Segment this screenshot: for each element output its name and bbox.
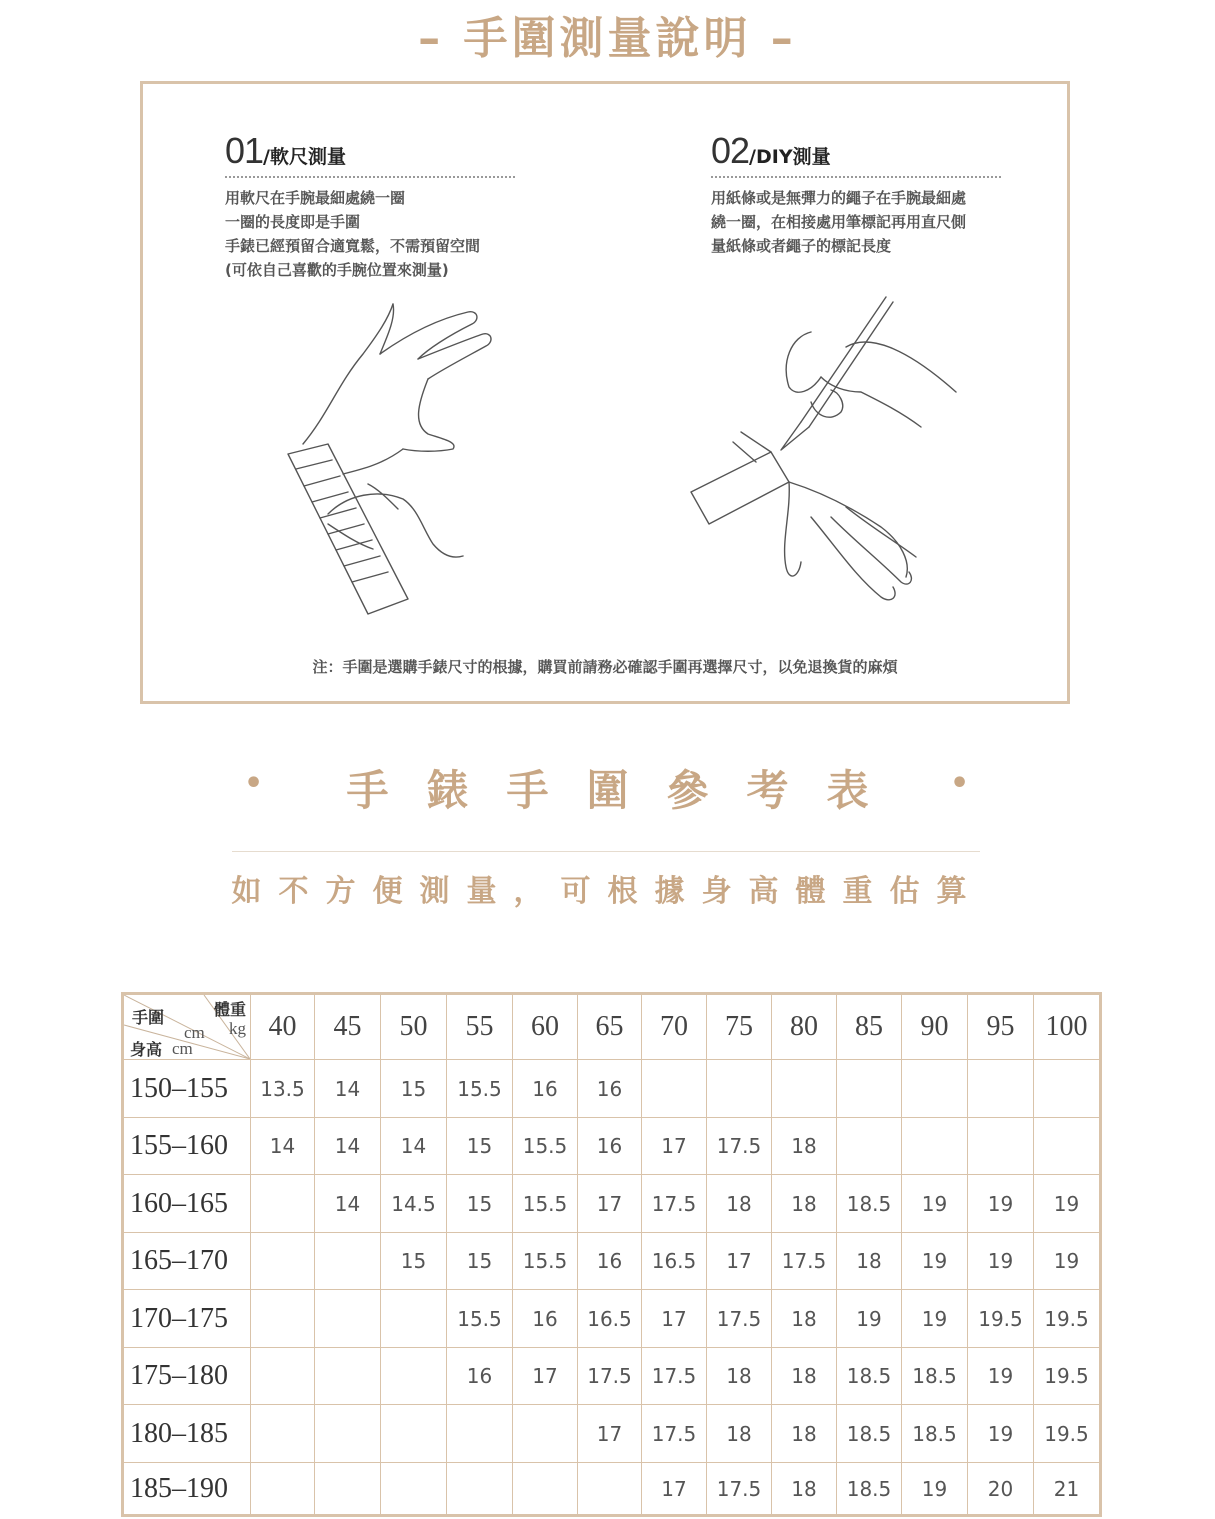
table-row: [123, 1118, 1101, 1175]
wrist-size-cell: 16: [578, 1233, 642, 1290]
wrist-size-cell: 17.5: [578, 1348, 642, 1405]
wrist-size-cell: 18.5: [837, 1175, 902, 1233]
wrist-size-cell: 16.5: [578, 1290, 642, 1348]
step-1-title: /軟尺測量: [263, 146, 346, 168]
wrist-size-cell: [251, 1290, 315, 1348]
weight-header: 75: [707, 994, 772, 1060]
step-1-line-1: 用軟尺在手腕最細處繞一圈: [225, 189, 406, 207]
wrist-size-cell: 15: [381, 1060, 447, 1118]
wrist-size-cell: 19.5: [1034, 1290, 1101, 1348]
measurement-guide-panel: [140, 81, 1070, 704]
wrist-size-cell: 19: [1034, 1233, 1101, 1290]
wrist-size-cell: [251, 1348, 315, 1405]
height-range-cell: 150–155: [123, 1060, 251, 1118]
soft-ruler-hand-illustration: [268, 294, 508, 624]
weight-header: 90: [902, 994, 968, 1060]
wrist-size-cell: 20: [968, 1463, 1034, 1516]
wrist-size-cell: 18: [772, 1405, 837, 1463]
height-range-cell: 175–180: [123, 1348, 251, 1405]
wrist-size-cell: [837, 1118, 902, 1175]
wrist-size-table: [121, 992, 1102, 1517]
wrist-size-cell: 19: [1034, 1175, 1101, 1233]
wrist-size-cell: [381, 1405, 447, 1463]
step-2-diy: [711, 130, 1001, 258]
wrist-size-cell: 19: [902, 1290, 968, 1348]
step-1-divider: [225, 176, 515, 178]
weight-header: 80: [772, 994, 837, 1060]
wrist-size-cell: [513, 1463, 578, 1516]
weight-header: 50: [381, 994, 447, 1060]
table-row: [123, 1290, 1101, 1348]
wrist-size-cell: 19: [902, 1463, 968, 1516]
wrist-size-cell: 19: [902, 1175, 968, 1233]
diy-paper-strip-illustration: [671, 292, 971, 622]
wrist-size-cell: 18: [837, 1233, 902, 1290]
wrist-size-cell: 19: [902, 1233, 968, 1290]
wrist-size-cell: 18: [772, 1175, 837, 1233]
wrist-size-cell: 14: [251, 1118, 315, 1175]
weight-header: 95: [968, 994, 1034, 1060]
wrist-size-cell: [315, 1348, 381, 1405]
step-2-line-3: 量紙條或者繩子的標記長度: [711, 237, 892, 255]
table-row: [123, 1233, 1101, 1290]
wrist-size-cell: 15: [447, 1118, 513, 1175]
step-2-line-1: 用紙條或是無彈力的繩子在手腕最細處: [711, 189, 967, 207]
height-range-cell: 155–160: [123, 1118, 251, 1175]
corner-height-cm-unit: cm: [172, 1039, 193, 1058]
wrist-size-cell: 19: [968, 1233, 1034, 1290]
wrist-size-cell: [902, 1060, 968, 1118]
height-range-cell: 170–175: [123, 1290, 251, 1348]
wrist-size-cell: 17.5: [707, 1290, 772, 1348]
wrist-size-cell: 19.5: [968, 1290, 1034, 1348]
wrist-size-cell: [513, 1405, 578, 1463]
wrist-size-cell: [1034, 1060, 1101, 1118]
weight-header: 40: [251, 994, 315, 1060]
wrist-size-cell: [1034, 1118, 1101, 1175]
step-1-number: 01: [225, 130, 264, 171]
step-1-soft-ruler: [225, 130, 515, 282]
step-2-title: /DIY測量: [749, 146, 831, 168]
wrist-size-cell: 18: [707, 1405, 772, 1463]
wrist-size-cell: 17: [642, 1118, 707, 1175]
weight-header: 85: [837, 994, 902, 1060]
height-range-cell: 180–185: [123, 1405, 251, 1463]
wrist-size-cell: 15: [447, 1233, 513, 1290]
wrist-size-cell: 15.5: [513, 1118, 578, 1175]
wrist-size-cell: 15.5: [513, 1175, 578, 1233]
wrist-size-cell: [447, 1405, 513, 1463]
wrist-size-cell: 18: [772, 1118, 837, 1175]
wrist-size-cell: [315, 1463, 381, 1516]
wrist-size-cell: 21: [1034, 1463, 1101, 1516]
weight-header: 55: [447, 994, 513, 1060]
wrist-size-cell: [642, 1060, 707, 1118]
weight-header: 45: [315, 994, 381, 1060]
wrist-size-cell: 17.5: [772, 1233, 837, 1290]
table-row: [123, 1463, 1101, 1516]
table-row: [123, 1060, 1101, 1118]
corner-kg-unit: kg: [229, 1019, 246, 1038]
wrist-size-cell: 16: [513, 1060, 578, 1118]
wrist-size-cell: 18.5: [837, 1405, 902, 1463]
wrist-size-cell: 17: [513, 1348, 578, 1405]
wrist-size-cell: 19: [968, 1405, 1034, 1463]
step-2-divider: [711, 176, 1001, 178]
wrist-size-cell: 17: [707, 1233, 772, 1290]
wrist-size-cell: 19: [837, 1290, 902, 1348]
wrist-size-cell: [251, 1405, 315, 1463]
corner-wrist-label: 手圍: [132, 1008, 165, 1027]
step-1-line-3: 手錶已經預留合適寬鬆，不需預留空間: [225, 237, 481, 255]
wrist-size-cell: 17: [578, 1405, 642, 1463]
wrist-size-cell: [315, 1233, 381, 1290]
wrist-size-cell: [968, 1118, 1034, 1175]
weight-header: 65: [578, 994, 642, 1060]
wrist-size-cell: 15.5: [513, 1233, 578, 1290]
wrist-size-cell: 19: [968, 1175, 1034, 1233]
wrist-size-cell: [902, 1118, 968, 1175]
corner-height-label: 身高: [130, 1040, 163, 1059]
wrist-size-cell: [381, 1348, 447, 1405]
wrist-size-cell: [968, 1060, 1034, 1118]
step-2-line-2: 繞一圈，在相接處用筆標記再用直尺側: [711, 213, 967, 231]
wrist-size-cell: 15.5: [447, 1290, 513, 1348]
wrist-size-cell: [772, 1060, 837, 1118]
wrist-size-cell: 17.5: [642, 1405, 707, 1463]
wrist-size-cell: 19.5: [1034, 1405, 1101, 1463]
wrist-size-cell: 16.5: [642, 1233, 707, 1290]
step-1-line-2: 一圈的長度即是手圍: [225, 213, 361, 231]
reference-subtitle: 如不方便測量，可根據身高體重估算: [231, 874, 984, 909]
table-header-row: [123, 994, 1101, 1060]
reference-table-title: [0, 758, 1215, 818]
wrist-size-cell: 17.5: [642, 1348, 707, 1405]
wrist-size-cell: [315, 1405, 381, 1463]
title-bullet-left: •: [244, 766, 264, 801]
wrist-size-cell: 19.5: [1034, 1348, 1101, 1405]
wrist-size-cell: 17: [578, 1175, 642, 1233]
wrist-size-cell: 17: [642, 1290, 707, 1348]
wrist-size-cell: 14.5: [381, 1175, 447, 1233]
table-corner-header: [123, 994, 251, 1060]
weight-header: 70: [642, 994, 707, 1060]
step-1-line-4: (可依自己喜歡的手腕位置來測量): [225, 261, 449, 279]
wrist-size-cell: 18: [772, 1463, 837, 1516]
wrist-size-cell: 18: [707, 1175, 772, 1233]
wrist-size-cell: 15.5: [447, 1060, 513, 1118]
wrist-size-cell: 14: [315, 1175, 381, 1233]
weight-header: 60: [513, 994, 578, 1060]
wrist-size-cell: 14: [315, 1118, 381, 1175]
height-range-cell: 185–190: [123, 1463, 251, 1516]
title-bullet-right: •: [950, 766, 970, 801]
reference-title-text: 手錶手圍參考表: [346, 766, 907, 815]
wrist-size-cell: [251, 1463, 315, 1516]
wrist-size-cell: 14: [315, 1060, 381, 1118]
wrist-size-cell: 16: [578, 1118, 642, 1175]
wrist-size-cell: 15: [381, 1233, 447, 1290]
title-divider: [232, 851, 980, 852]
height-range-cell: 160–165: [123, 1175, 251, 1233]
wrist-size-cell: [447, 1463, 513, 1516]
wrist-size-cell: 18.5: [902, 1405, 968, 1463]
wrist-size-cell: [251, 1233, 315, 1290]
height-range-cell: 165–170: [123, 1233, 251, 1290]
wrist-size-cell: 18.5: [902, 1348, 968, 1405]
wrist-size-cell: 15: [447, 1175, 513, 1233]
wrist-size-cell: 16: [513, 1290, 578, 1348]
corner-weight-label: 體重: [213, 1000, 246, 1019]
wrist-size-cell: 18.5: [837, 1348, 902, 1405]
wrist-size-cell: 17.5: [707, 1463, 772, 1516]
wrist-size-cell: [578, 1463, 642, 1516]
page-title: – 手圍測量說明 –: [418, 13, 797, 64]
wrist-size-cell: 17.5: [707, 1118, 772, 1175]
wrist-size-cell: [381, 1463, 447, 1516]
wrist-size-cell: 18: [707, 1348, 772, 1405]
wrist-size-cell: [251, 1175, 315, 1233]
table-row: [123, 1175, 1101, 1233]
wrist-size-cell: 19: [968, 1348, 1034, 1405]
wrist-size-cell: [707, 1060, 772, 1118]
wrist-size-cell: [381, 1290, 447, 1348]
wrist-size-cell: 17: [642, 1463, 707, 1516]
wrist-size-cell: 18.5: [837, 1463, 902, 1516]
step-2-number: 02: [711, 130, 750, 171]
wrist-size-cell: 13.5: [251, 1060, 315, 1118]
wrist-size-cell: 16: [447, 1348, 513, 1405]
wrist-size-cell: 18: [772, 1348, 837, 1405]
wrist-size-cell: [837, 1060, 902, 1118]
wrist-size-cell: 16: [578, 1060, 642, 1118]
wrist-size-cell: 17.5: [642, 1175, 707, 1233]
table-row: [123, 1405, 1101, 1463]
measurement-note: 注：手圍是選購手錶尺寸的根據，購買前請務必確認手圍再選擇尺寸，以免退換貨的麻煩: [312, 658, 898, 676]
weight-header: 100: [1034, 994, 1101, 1060]
wrist-size-cell: [315, 1290, 381, 1348]
table-row: [123, 1348, 1101, 1405]
corner-cm-unit: cm: [184, 1023, 205, 1042]
wrist-size-cell: 18: [772, 1290, 837, 1348]
wrist-size-cell: 14: [381, 1118, 447, 1175]
